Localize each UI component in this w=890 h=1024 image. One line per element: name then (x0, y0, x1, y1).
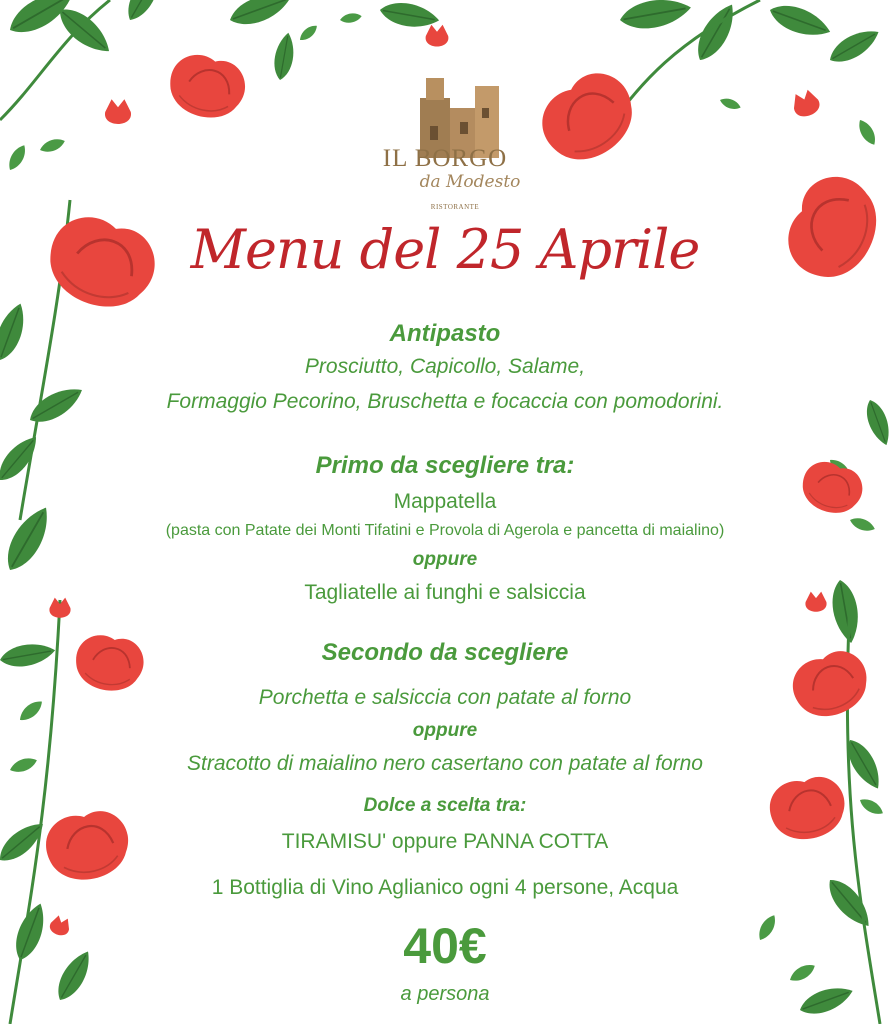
antipasto-line-1: Prosciutto, Capicollo, Salame, (304, 355, 586, 378)
primo-or: oppure (412, 549, 478, 570)
antipasto-heading: Antipasto (389, 320, 501, 347)
secondo-or: oppure (412, 720, 478, 741)
primo-option-1: Mappatella (393, 490, 497, 513)
menu-title: Menu del 25 Aprile (190, 218, 700, 281)
price-amount: 40€ (403, 918, 487, 974)
secondo-option-1: Porchetta e salsiccia con patate al forno (258, 686, 632, 709)
primo-option-1-description: (pasta con Patate dei Monti Tifatini e Provola di Agerola e pancetta di maialino) (165, 522, 725, 539)
drinks-line: 1 Bottiglia di Vino Aglianico ogni 4 persone, Acqua (211, 876, 679, 899)
dolce-heading: Dolce a scelta tra: (363, 795, 527, 816)
secondo-heading: Secondo da scegliere (321, 639, 569, 666)
antipasto-line-2: Formaggio Pecorino, Bruschetta e focaccia con pomodorini. (166, 390, 724, 413)
primo-option-2: Tagliatelle ai funghi e salsiccia (304, 581, 586, 604)
logo-subtitle: da Modesto (419, 172, 521, 192)
dolce-options: TIRAMISU' oppure PANNA COTTA (281, 830, 609, 853)
secondo-option-2: Stracotto di maialino nero casertano con patate al forno (187, 752, 703, 775)
price-unit: a persona (400, 983, 490, 1005)
logo-name: IL BORGO (382, 145, 508, 172)
logo-tagline: RISTORANTE (430, 203, 480, 211)
primo-heading: Primo da scegliere tra: (315, 452, 575, 479)
